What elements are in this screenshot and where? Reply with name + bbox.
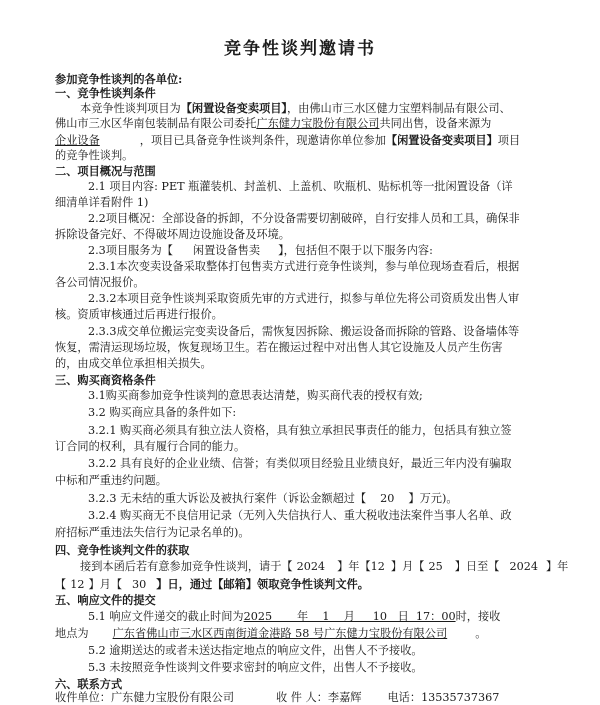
receiver-name: 广东健力宝股份有限公司	[110, 691, 235, 704]
item-2-1-line-2: 细清单详看附件 1)	[55, 196, 149, 209]
start-day: 25	[428, 560, 443, 573]
item-2-3-3-line-1: 2.3.3成交单位搬运完变卖设备后，需恢复因拆除、搬运设备而拆除的管路、设备墙体等	[88, 325, 520, 338]
end-year: 2024	[509, 560, 538, 573]
text: 5.1 响应文件递交的截止时间为	[88, 610, 244, 623]
submission-deadline: 2025 年 1 月 10 日 17：00	[243, 610, 456, 623]
end-day: 30	[132, 578, 147, 591]
seller-name: 广东健力宝股份有限公司	[256, 117, 380, 130]
project-name: 【闲置设备变卖项目】	[180, 101, 287, 115]
section-4-line-1	[80, 560, 568, 574]
item-3-2-3	[88, 492, 458, 506]
phone-label: 电话：	[387, 691, 422, 704]
section-1-line-1	[80, 101, 511, 116]
text: 。	[475, 627, 487, 640]
item-2-3-2-line-2: 核。资质审核通过后再进行报价。	[55, 308, 223, 321]
item-5-1-line-1	[88, 610, 500, 624]
end-month: 12	[70, 578, 85, 591]
text: 】月【	[88, 578, 123, 591]
item-3-1: 3.1购买商参加竞争性谈判的意思表达清楚，购买商代表的授权有效;	[88, 389, 423, 402]
text: 3.2.3 无未结的重大诉讼及被执行案件（诉讼金额超过【	[88, 492, 367, 505]
item-3-2-4-line-1: 3.2.4 购买商无不良信用记录（无列入失信执行人、重大税收违法案件当事人名单、政	[88, 509, 512, 522]
item-3-2-1-line-1: 3.2.1 购买商必须具有独立法人资格，具有独立承担民事责任的能力，包括具有独立签	[88, 424, 512, 437]
text: 】日，通过【	[156, 577, 224, 591]
submission-place: 广东省佛山市三水区西南街道金港路 58 号广东健力宝股份有限公司	[112, 627, 448, 640]
project-name: 【闲置设备变卖项目】	[385, 133, 498, 147]
section-5-heading: 五、响应文件的提交	[55, 593, 156, 607]
document-title: 竞争性谈判邀请书	[224, 39, 376, 59]
item-2-1-line-1: 2.1 项目内容: PET 瓶灌装机、封盖机、上盖机、吹瓶机、贴标机等一批闲置设备（详	[88, 180, 513, 193]
item-2-2-line-1: 2.2项目概况：全部设备的拆卸，不分设备需要切割破碎，自行安排人员和工具，确保非	[88, 212, 520, 225]
equipment-source: 企业设备	[55, 134, 100, 147]
recipient-line: 参加竞争性谈判的各单位:	[55, 72, 183, 86]
item-5-3: 5.3 未按照竞争性谈判文件要求密封的响应文件，出售人不予接收。	[88, 661, 423, 674]
text: 】，包括但不限于以下服务内容:	[278, 244, 433, 257]
item-2-2-line-2: 拆除设备完好、不得破坏周边设施设备及环境。	[55, 228, 290, 241]
item-2-3-2-line-1: 2.3.2本项目竞争性谈判采取资质先审的方式进行，拟参与单位先将公司资质发出售人审	[88, 292, 520, 305]
start-year: 2024	[296, 560, 326, 573]
section-4-heading: 四、竞争性谈判文件的获取	[55, 543, 190, 557]
item-3-2-2-line-2: 中标和严重违约问题。	[55, 474, 167, 487]
section-4-line-2	[55, 577, 369, 592]
person-label: 收 件 人：	[276, 691, 328, 704]
item-2-3-1-line-1: 2.3.1本次变卖设备采取整体打包售卖方式进行竞争性谈判，参与单位现场查看后，根据	[88, 260, 520, 273]
text: ，由佛山市三水区健力宝塑料制品有限公司、	[286, 102, 511, 115]
contact-person: 李嘉辉	[327, 691, 362, 704]
text: 地点为	[55, 627, 89, 640]
text: ，项目已具备竞争性谈判条件，现邀请你单位参加	[139, 134, 386, 147]
section-1-heading: 一、竞争性谈判条件	[55, 86, 156, 100]
item-2-3	[88, 244, 433, 258]
section-1-line-2	[55, 117, 491, 131]
text: 】年	[545, 560, 569, 573]
acquisition-method: 邮箱	[223, 577, 246, 591]
text: 共同出售，设备来源为	[379, 117, 492, 130]
contact-line	[55, 691, 499, 705]
text: 项目	[497, 134, 521, 147]
item-2-3-3-line-3: 的，由成交单位承担相关损失。	[55, 357, 212, 370]
item-2-3-1-line-2: 各公司情况报价。	[55, 276, 145, 289]
start-month: 12	[370, 560, 385, 573]
text: 】日至【	[454, 560, 500, 573]
litigation-amount: 20	[380, 492, 395, 505]
text: 】领取竞争性谈判文件。	[245, 577, 369, 591]
item-5-1-line-2	[55, 627, 486, 641]
text: 】年【	[337, 560, 371, 573]
item-2-3-3-line-2: 恢复，需清运现场垃圾，恢复现场卫生。若在搬运过程中对出售人其它设施及人员产生伤害	[55, 341, 503, 354]
text: 】月【	[390, 560, 425, 573]
receiver-label: 收件单位：	[55, 691, 111, 704]
text: 时，接收	[455, 610, 501, 623]
text: 接到本函后若有意参加竞争性谈判，请于【	[80, 560, 293, 573]
text: 佛山市三水区华南包装制品有限公司委托	[55, 117, 257, 130]
text: 】万元)。	[408, 492, 458, 505]
item-5-2: 5.2 逾期送达的或者未送达指定地点的响应文件，出售人不予接收。	[88, 644, 423, 657]
section-2-heading: 二、项目概况与范围	[55, 164, 156, 178]
section-6-heading: 六、联系方式	[55, 677, 123, 691]
service-name: 闲置设备售卖	[192, 244, 261, 257]
section-1-line-3	[55, 133, 520, 148]
item-3-2-2-line-1: 3.2.2 具有良好的企业业绩、信誉；有类似项目经验且业绩良好，最近三年内没有骗取	[88, 457, 512, 470]
section-1-line-4: 的竞争性谈判。	[55, 149, 134, 162]
item-3-2-1-line-2: 订合同的权利，具有履行合同的能力。	[55, 440, 246, 453]
item-3-2-4-line-2: 府招标严重违法失信行为记录名单的)。	[55, 526, 250, 539]
text: 2.3项目服务为【	[88, 244, 173, 257]
text: 【	[55, 578, 67, 591]
item-3-2: 3.2 购买商应具备的条件如下:	[88, 406, 237, 419]
contact-phone: 13535737367	[421, 691, 500, 704]
text: 本竞争性谈判项目为	[80, 102, 181, 115]
section-3-heading: 三、购买商资格条件	[55, 373, 156, 387]
